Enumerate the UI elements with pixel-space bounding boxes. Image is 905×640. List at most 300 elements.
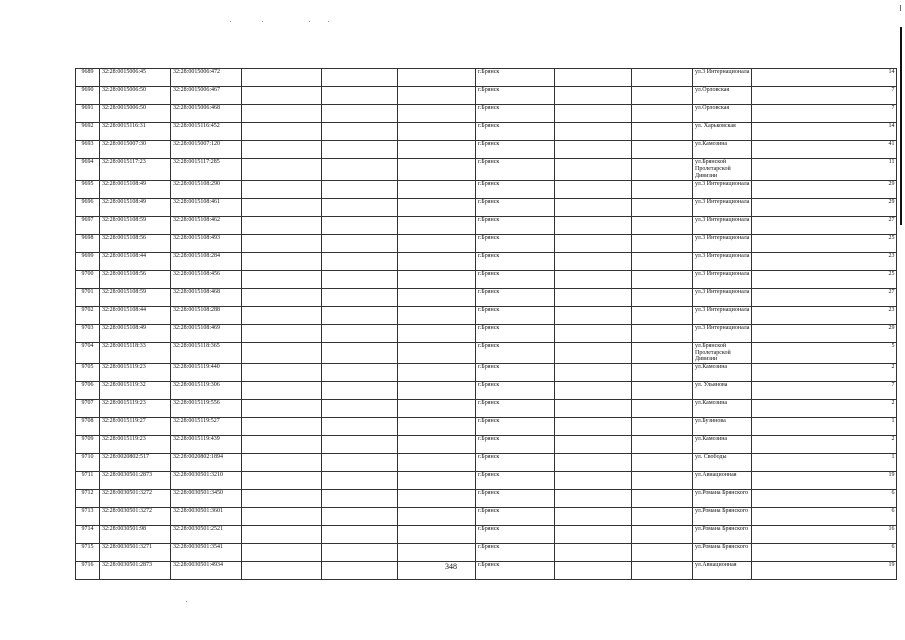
empty-cell bbox=[322, 508, 398, 526]
empty-cell bbox=[632, 562, 693, 580]
land-cadastral-number-cell: 32:28:0015108:49 bbox=[100, 324, 171, 342]
table-row bbox=[76, 216, 897, 234]
empty-cell bbox=[398, 400, 476, 418]
table-row bbox=[76, 436, 897, 454]
table-row bbox=[76, 400, 897, 418]
street-cell: ул.Романа Брянского bbox=[693, 508, 752, 526]
city-cell: г.Брянск bbox=[476, 123, 555, 141]
house-number-cell: 2 bbox=[752, 364, 897, 382]
row-number-cell: 9704 bbox=[76, 342, 100, 364]
empty-cell bbox=[242, 342, 322, 364]
table-row bbox=[76, 454, 897, 472]
empty-cell bbox=[242, 490, 322, 508]
empty-cell bbox=[632, 454, 693, 472]
empty-cell bbox=[398, 306, 476, 324]
empty-cell bbox=[632, 342, 693, 364]
empty-cell bbox=[242, 472, 322, 490]
empty-cell bbox=[632, 382, 693, 400]
land-cadastral-number-cell: 32:28:0015108:44 bbox=[100, 306, 171, 324]
empty-cell bbox=[322, 159, 398, 181]
empty-cell bbox=[242, 270, 322, 288]
empty-cell bbox=[242, 544, 322, 562]
table-row bbox=[76, 159, 897, 181]
table-row bbox=[76, 508, 897, 526]
empty-cell bbox=[632, 472, 693, 490]
house-number-cell: 27 bbox=[752, 288, 897, 306]
empty-cell bbox=[555, 198, 632, 216]
empty-cell bbox=[555, 490, 632, 508]
empty-cell bbox=[555, 105, 632, 123]
empty-cell bbox=[555, 364, 632, 382]
empty-cell bbox=[322, 105, 398, 123]
city-cell: г.Брянск bbox=[476, 418, 555, 436]
object-cadastral-number-cell: 32:28:0015108:469 bbox=[171, 324, 242, 342]
land-cadastral-number-cell: 32:28:0015119:32 bbox=[100, 382, 171, 400]
land-cadastral-number-cell: 32:28:0015108:44 bbox=[100, 252, 171, 270]
row-number-cell: 9695 bbox=[76, 180, 100, 198]
empty-cell bbox=[398, 382, 476, 400]
empty-cell bbox=[632, 436, 693, 454]
empty-cell bbox=[242, 436, 322, 454]
table-row bbox=[76, 306, 897, 324]
empty-cell bbox=[632, 418, 693, 436]
street-cell: ул.Брянской Пролетарской Дивизии bbox=[693, 342, 752, 364]
empty-cell bbox=[322, 270, 398, 288]
empty-cell bbox=[398, 288, 476, 306]
object-cadastral-number-cell: 32:28:0015108:493 bbox=[171, 234, 242, 252]
empty-cell bbox=[555, 342, 632, 364]
empty-cell bbox=[322, 472, 398, 490]
object-cadastral-number-cell: 32:28:0015108:288 bbox=[171, 306, 242, 324]
street-cell: ул.Брянской Пролетарской Дивизии bbox=[693, 159, 752, 181]
empty-cell bbox=[242, 198, 322, 216]
empty-cell bbox=[555, 69, 632, 87]
street-cell: ул.Авиационная bbox=[693, 562, 752, 580]
empty-cell bbox=[632, 87, 693, 105]
empty-cell bbox=[242, 159, 322, 181]
empty-cell bbox=[555, 454, 632, 472]
object-cadastral-number-cell: 32:28:0015007:120 bbox=[171, 141, 242, 159]
empty-cell bbox=[632, 306, 693, 324]
page-number: 348 bbox=[445, 562, 457, 571]
row-number-cell: 9698 bbox=[76, 234, 100, 252]
street-cell: ул.Камозина bbox=[693, 400, 752, 418]
city-cell: г.Брянск bbox=[476, 252, 555, 270]
table-row bbox=[76, 105, 897, 123]
scan-speck bbox=[309, 21, 310, 22]
row-number-cell: 9705 bbox=[76, 364, 100, 382]
table-row bbox=[76, 234, 897, 252]
empty-cell bbox=[632, 364, 693, 382]
city-cell: г.Брянск bbox=[476, 400, 555, 418]
city-cell: г.Брянск bbox=[476, 472, 555, 490]
house-number-cell: 19 bbox=[752, 472, 897, 490]
empty-cell bbox=[632, 234, 693, 252]
city-cell: г.Брянск bbox=[476, 69, 555, 87]
empty-cell bbox=[322, 69, 398, 87]
empty-cell bbox=[398, 454, 476, 472]
table-row bbox=[76, 198, 897, 216]
house-number-cell: 23 bbox=[752, 306, 897, 324]
empty-cell bbox=[242, 562, 322, 580]
table-row bbox=[76, 288, 897, 306]
land-cadastral-number-cell: 32:28:0020802:517 bbox=[100, 454, 171, 472]
empty-cell bbox=[632, 252, 693, 270]
table-row bbox=[76, 69, 897, 87]
empty-cell bbox=[322, 141, 398, 159]
scan-edge-line bbox=[900, 27, 902, 225]
empty-cell bbox=[555, 288, 632, 306]
land-cadastral-number-cell: 32:28:0015006:50 bbox=[100, 105, 171, 123]
object-cadastral-number-cell: 32:28:0015006:468 bbox=[171, 105, 242, 123]
empty-cell bbox=[555, 252, 632, 270]
house-number-cell: 14 bbox=[752, 69, 897, 87]
city-cell: г.Брянск bbox=[476, 234, 555, 252]
property-register-table bbox=[75, 68, 897, 580]
empty-cell bbox=[398, 526, 476, 544]
house-number-cell: 2 bbox=[752, 400, 897, 418]
street-cell: ул.3 Интернационала bbox=[693, 180, 752, 198]
city-cell: г.Брянск bbox=[476, 436, 555, 454]
land-cadastral-number-cell: 32:28:0030501:98 bbox=[100, 526, 171, 544]
empty-cell bbox=[322, 400, 398, 418]
empty-cell bbox=[398, 436, 476, 454]
empty-cell bbox=[632, 270, 693, 288]
street-cell: ул.3 Интернационала bbox=[693, 306, 752, 324]
empty-cell bbox=[632, 490, 693, 508]
scan-speck bbox=[262, 21, 263, 22]
empty-cell bbox=[555, 418, 632, 436]
land-cadastral-number-cell: 32:28:0030501:2873 bbox=[100, 562, 171, 580]
object-cadastral-number-cell: 32:28:0030501:3450 bbox=[171, 490, 242, 508]
empty-cell bbox=[398, 198, 476, 216]
empty-cell bbox=[242, 105, 322, 123]
empty-cell bbox=[555, 382, 632, 400]
object-cadastral-number-cell: 32:28:0015108:468 bbox=[171, 288, 242, 306]
empty-cell bbox=[632, 141, 693, 159]
city-cell: г.Брянск bbox=[476, 544, 555, 562]
empty-cell bbox=[242, 526, 322, 544]
empty-cell bbox=[322, 562, 398, 580]
table-row bbox=[76, 87, 897, 105]
object-cadastral-number-cell: 32:28:0020802:1894 bbox=[171, 454, 242, 472]
land-cadastral-number-cell: 32:28:0015118:33 bbox=[100, 342, 171, 364]
empty-cell bbox=[555, 508, 632, 526]
house-number-cell: 1 bbox=[752, 454, 897, 472]
empty-cell bbox=[398, 69, 476, 87]
row-number-cell: 9690 bbox=[76, 87, 100, 105]
empty-cell bbox=[322, 382, 398, 400]
empty-cell bbox=[555, 544, 632, 562]
object-cadastral-number-cell: 32:28:0030501:3601 bbox=[171, 508, 242, 526]
row-number-cell: 9693 bbox=[76, 141, 100, 159]
city-cell: г.Брянск bbox=[476, 159, 555, 181]
street-cell: ул.3 Интернационала bbox=[693, 234, 752, 252]
empty-cell bbox=[555, 180, 632, 198]
object-cadastral-number-cell: 32:28:0030501:4934 bbox=[171, 562, 242, 580]
object-cadastral-number-cell: 32:28:0030501:3210 bbox=[171, 472, 242, 490]
object-cadastral-number-cell: 32:28:0015119:306 bbox=[171, 382, 242, 400]
object-cadastral-number-cell: 32:28:0015117:285 bbox=[171, 159, 242, 181]
empty-cell bbox=[322, 526, 398, 544]
row-number-cell: 9706 bbox=[76, 382, 100, 400]
empty-cell bbox=[632, 216, 693, 234]
object-cadastral-number-cell: 32:28:0015119:556 bbox=[171, 400, 242, 418]
empty-cell bbox=[322, 216, 398, 234]
city-cell: г.Брянск bbox=[476, 288, 555, 306]
empty-cell bbox=[555, 234, 632, 252]
street-cell: ул.Романа Брянского bbox=[693, 526, 752, 544]
empty-cell bbox=[555, 526, 632, 544]
city-cell: г.Брянск bbox=[476, 454, 555, 472]
city-cell: г.Брянск bbox=[476, 508, 555, 526]
land-cadastral-number-cell: 32:28:0015108:49 bbox=[100, 198, 171, 216]
object-cadastral-number-cell: 32:28:0030501:2521 bbox=[171, 526, 242, 544]
row-number-cell: 9712 bbox=[76, 490, 100, 508]
empty-cell bbox=[322, 180, 398, 198]
table-row bbox=[76, 141, 897, 159]
table-row bbox=[76, 123, 897, 141]
empty-cell bbox=[555, 400, 632, 418]
table-row bbox=[76, 252, 897, 270]
empty-cell bbox=[632, 123, 693, 141]
table-row bbox=[76, 324, 897, 342]
row-number-cell: 9702 bbox=[76, 306, 100, 324]
object-cadastral-number-cell: 32:28:0015108:290 bbox=[171, 180, 242, 198]
empty-cell bbox=[398, 159, 476, 181]
street-cell: ул.3 Интернационала bbox=[693, 252, 752, 270]
empty-cell bbox=[322, 418, 398, 436]
table-row bbox=[76, 418, 897, 436]
row-number-cell: 9696 bbox=[76, 198, 100, 216]
empty-cell bbox=[322, 436, 398, 454]
empty-cell bbox=[632, 508, 693, 526]
house-number-cell: 29 bbox=[752, 324, 897, 342]
empty-cell bbox=[322, 490, 398, 508]
street-cell: ул.Орловская bbox=[693, 87, 752, 105]
row-number-cell: 9699 bbox=[76, 252, 100, 270]
table-row bbox=[76, 342, 897, 364]
empty-cell bbox=[632, 159, 693, 181]
object-cadastral-number-cell: 32:28:0015118:365 bbox=[171, 342, 242, 364]
row-number-cell: 9703 bbox=[76, 324, 100, 342]
empty-cell bbox=[632, 544, 693, 562]
object-cadastral-number-cell: 32:28:0030501:3541 bbox=[171, 544, 242, 562]
row-number-cell: 9708 bbox=[76, 418, 100, 436]
row-number-cell: 9701 bbox=[76, 288, 100, 306]
empty-cell bbox=[322, 288, 398, 306]
empty-cell bbox=[398, 472, 476, 490]
city-cell: г.Брянск bbox=[476, 382, 555, 400]
land-cadastral-number-cell: 32:28:0030501:3272 bbox=[100, 490, 171, 508]
street-cell: ул.Романа Брянского bbox=[693, 544, 752, 562]
land-cadastral-number-cell: 32:28:0015006:50 bbox=[100, 87, 171, 105]
row-number-cell: 9691 bbox=[76, 105, 100, 123]
house-number-cell: 6 bbox=[752, 490, 897, 508]
empty-cell bbox=[632, 180, 693, 198]
street-cell: ул.Орловская bbox=[693, 105, 752, 123]
empty-cell bbox=[555, 141, 632, 159]
empty-cell bbox=[242, 252, 322, 270]
table-body bbox=[76, 69, 897, 580]
empty-cell bbox=[555, 87, 632, 105]
empty-cell bbox=[322, 324, 398, 342]
city-cell: г.Брянск bbox=[476, 490, 555, 508]
city-cell: г.Брянск bbox=[476, 342, 555, 364]
empty-cell bbox=[242, 324, 322, 342]
city-cell: г.Брянск bbox=[476, 526, 555, 544]
city-cell: г.Брянск bbox=[476, 87, 555, 105]
empty-cell bbox=[242, 288, 322, 306]
land-cadastral-number-cell: 32:28:0015119:23 bbox=[100, 400, 171, 418]
house-number-cell: 41 bbox=[752, 141, 897, 159]
scan-speck bbox=[328, 21, 329, 22]
object-cadastral-number-cell: 32:28:0015108:462 bbox=[171, 216, 242, 234]
empty-cell bbox=[398, 105, 476, 123]
house-number-cell: 6 bbox=[752, 508, 897, 526]
city-cell: г.Брянск bbox=[476, 105, 555, 123]
land-cadastral-number-cell: 32:28:0015108:56 bbox=[100, 234, 171, 252]
empty-cell bbox=[322, 454, 398, 472]
land-cadastral-number-cell: 32:28:0015117:23 bbox=[100, 159, 171, 181]
row-number-cell: 9697 bbox=[76, 216, 100, 234]
scan-speck bbox=[230, 21, 231, 22]
land-cadastral-number-cell: 32:28:0015108:49 bbox=[100, 180, 171, 198]
table-row bbox=[76, 544, 897, 562]
empty-cell bbox=[398, 490, 476, 508]
empty-cell bbox=[398, 234, 476, 252]
empty-cell bbox=[322, 87, 398, 105]
empty-cell bbox=[632, 526, 693, 544]
table-row bbox=[76, 364, 897, 382]
empty-cell bbox=[555, 472, 632, 490]
empty-cell bbox=[322, 544, 398, 562]
city-cell: г.Брянск bbox=[476, 324, 555, 342]
street-cell: ул.Камозина bbox=[693, 364, 752, 382]
house-number-cell: 16 bbox=[752, 526, 897, 544]
empty-cell bbox=[242, 454, 322, 472]
row-number-cell: 9700 bbox=[76, 270, 100, 288]
land-cadastral-number-cell: 32:28:0015119:23 bbox=[100, 364, 171, 382]
street-cell: ул.3 Интернационала bbox=[693, 216, 752, 234]
empty-cell bbox=[242, 306, 322, 324]
empty-cell bbox=[555, 306, 632, 324]
city-cell: г.Брянск bbox=[476, 180, 555, 198]
table-row bbox=[76, 180, 897, 198]
table-row bbox=[76, 562, 897, 580]
empty-cell bbox=[632, 288, 693, 306]
row-number-cell: 9710 bbox=[76, 454, 100, 472]
object-cadastral-number-cell: 32:28:0015108:284 bbox=[171, 252, 242, 270]
scan-speck bbox=[186, 601, 187, 602]
land-cadastral-number-cell: 32:28:0015006:45 bbox=[100, 69, 171, 87]
empty-cell bbox=[398, 252, 476, 270]
land-cadastral-number-cell: 32:28:0015007:30 bbox=[100, 141, 171, 159]
empty-cell bbox=[242, 141, 322, 159]
house-number-cell: 25 bbox=[752, 234, 897, 252]
empty-cell bbox=[632, 198, 693, 216]
house-number-cell: 25 bbox=[752, 270, 897, 288]
empty-cell bbox=[398, 562, 476, 580]
house-number-cell: 7 bbox=[752, 87, 897, 105]
table-row bbox=[76, 382, 897, 400]
land-cadastral-number-cell: 32:28:0015108:59 bbox=[100, 216, 171, 234]
row-number-cell: 9714 bbox=[76, 526, 100, 544]
land-cadastral-number-cell: 32:28:0030501:2873 bbox=[100, 472, 171, 490]
street-cell: ул. Харьковская bbox=[693, 123, 752, 141]
street-cell: ул. Ульянова bbox=[693, 382, 752, 400]
object-cadastral-number-cell: 32:28:0015108:456 bbox=[171, 270, 242, 288]
city-cell: г.Брянск bbox=[476, 306, 555, 324]
house-number-cell: 11 bbox=[752, 159, 897, 181]
empty-cell bbox=[398, 364, 476, 382]
empty-cell bbox=[555, 562, 632, 580]
empty-cell bbox=[632, 400, 693, 418]
street-cell: ул.3 Интернационала bbox=[693, 288, 752, 306]
city-cell: г.Брянск bbox=[476, 364, 555, 382]
city-cell: г.Брянск bbox=[476, 216, 555, 234]
object-cadastral-number-cell: 32:28:0015119:527 bbox=[171, 418, 242, 436]
scan-mark bbox=[900, 5, 901, 11]
street-cell: ул.3 Интернационала bbox=[693, 324, 752, 342]
house-number-cell: 6 bbox=[752, 544, 897, 562]
empty-cell bbox=[555, 270, 632, 288]
table-row bbox=[76, 270, 897, 288]
empty-cell bbox=[242, 508, 322, 526]
empty-cell bbox=[398, 324, 476, 342]
empty-cell bbox=[242, 123, 322, 141]
row-number-cell: 9692 bbox=[76, 123, 100, 141]
row-number-cell: 9716 bbox=[76, 562, 100, 580]
street-cell: ул.Камозина bbox=[693, 141, 752, 159]
row-number-cell: 9694 bbox=[76, 159, 100, 181]
row-number-cell: 9707 bbox=[76, 400, 100, 418]
empty-cell bbox=[322, 342, 398, 364]
empty-cell bbox=[242, 180, 322, 198]
street-cell: ул.3 Интернационала bbox=[693, 69, 752, 87]
city-cell: г.Брянск bbox=[476, 270, 555, 288]
city-cell: г.Брянск bbox=[476, 562, 555, 580]
empty-cell bbox=[242, 400, 322, 418]
empty-cell bbox=[322, 234, 398, 252]
empty-cell bbox=[632, 324, 693, 342]
empty-cell bbox=[398, 123, 476, 141]
object-cadastral-number-cell: 32:28:0015006:472 bbox=[171, 69, 242, 87]
row-number-cell: 9711 bbox=[76, 472, 100, 490]
row-number-cell: 9715 bbox=[76, 544, 100, 562]
empty-cell bbox=[242, 87, 322, 105]
empty-cell bbox=[398, 141, 476, 159]
empty-cell bbox=[398, 508, 476, 526]
house-number-cell: 14 bbox=[752, 123, 897, 141]
empty-cell bbox=[398, 342, 476, 364]
empty-cell bbox=[322, 198, 398, 216]
house-number-cell: 27 bbox=[752, 216, 897, 234]
object-cadastral-number-cell: 32:28:0015119:439 bbox=[171, 436, 242, 454]
land-cadastral-number-cell: 32:28:0015108:56 bbox=[100, 270, 171, 288]
house-number-cell: 7 bbox=[752, 382, 897, 400]
empty-cell bbox=[398, 270, 476, 288]
city-cell: г.Брянск bbox=[476, 141, 555, 159]
empty-cell bbox=[398, 544, 476, 562]
empty-cell bbox=[242, 216, 322, 234]
house-number-cell: 29 bbox=[752, 180, 897, 198]
land-cadastral-number-cell: 32:28:0030501:3271 bbox=[100, 544, 171, 562]
land-cadastral-number-cell: 32:28:0015119:27 bbox=[100, 418, 171, 436]
empty-cell bbox=[242, 69, 322, 87]
empty-cell bbox=[398, 418, 476, 436]
row-number-cell: 9713 bbox=[76, 508, 100, 526]
